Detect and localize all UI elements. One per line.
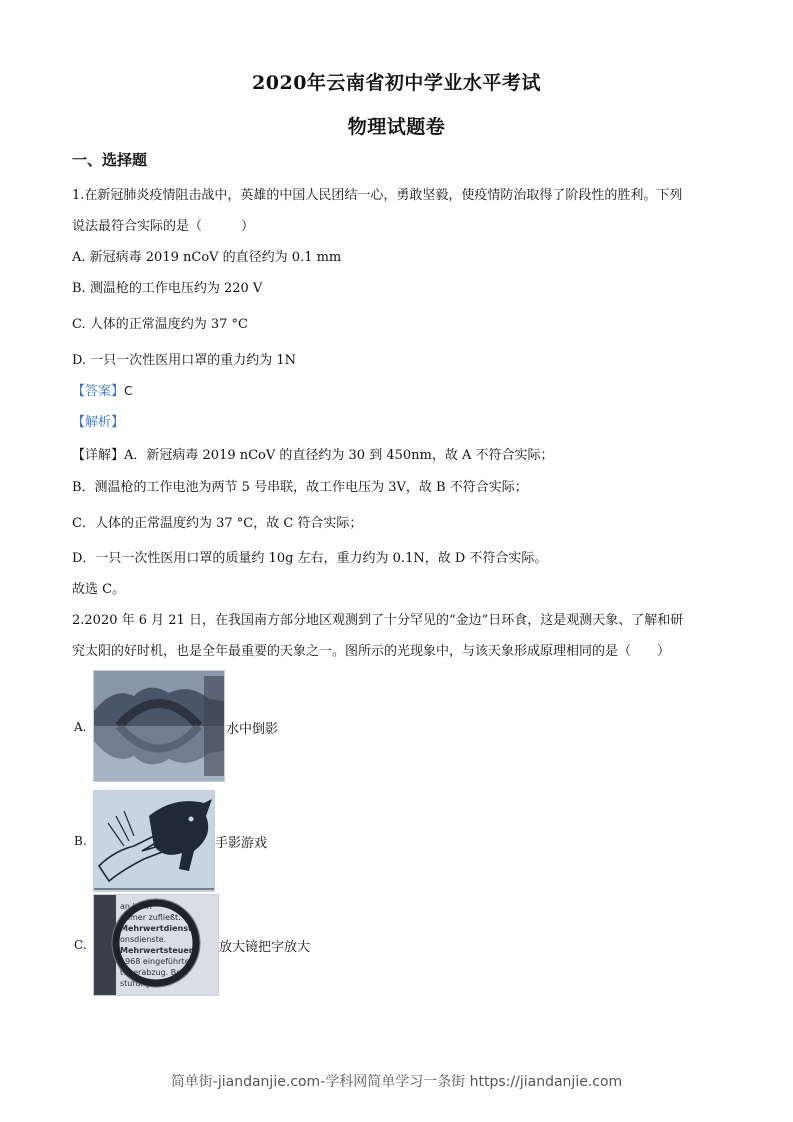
answer-tag: 【答案】 <box>72 384 125 399</box>
page-footer: 简单街-jiandanjie.com-学科网简单学习一条街 https://jiandanjie.com <box>170 1074 623 1090</box>
magnifier-text-line: an Lohn <box>120 902 152 911</box>
magnifier-text-line: 1968 eingeführte <box>120 957 190 966</box>
q2-option-a-label: A. <box>74 720 87 734</box>
q1-answer-row <box>72 380 132 399</box>
q1-detail-a: 【详解】A．新冠病毒 2019 nCoV 的直径约为 30 到 450nm，故 A 不符合实际； <box>72 448 554 463</box>
hand-shadow-image <box>93 790 215 892</box>
q2-stem-line2: 究太阳的好时机，也是全年最重要的天象之一。图所示的光现象中，与该天象形成原理相同的是（ ） <box>72 644 671 659</box>
reflection-image <box>93 670 225 782</box>
q2-option-b-caption: 手影游戏 <box>215 836 268 851</box>
q1-analysis-row <box>72 411 124 430</box>
q2-option-a-caption: 水中倒影 <box>226 722 279 737</box>
section-heading: 一、选择题 <box>72 151 148 169</box>
magnifier-text-line: Mehrwertsteuer <box>120 946 193 955</box>
q1-detail-d: D．一只一次性医用口罩的质量约 10g 左右，重力约为 0.1N，故 D 不符合实际。 <box>72 551 548 566</box>
q2-option-c-caption: 放大镜把字放大 <box>219 940 311 955</box>
magnifier-image <box>93 894 219 996</box>
magnifier-text-line: onsdienste. <box>120 935 167 944</box>
page-subtitle: 物理试题卷 <box>347 116 446 138</box>
q2-stem-line1: 2.2020 年 6 月 21 日，在我国南方部分地区观测到了十分罕见的“金边”日环食，这是观测天象、了解和研 <box>72 613 684 628</box>
q1-option-d: D. 一只一次性医用口罩的重力约为 1N <box>72 353 297 368</box>
analysis-tag: 【解析】 <box>72 415 125 430</box>
page-title: 2020年云南省初中学业水平考试 <box>252 72 541 94</box>
magnifier-text-line: Mehrwertdienst <box>120 924 192 933</box>
magnifier-text-line: teuerabzug. Bei <box>120 968 184 977</box>
magnifier-text-line: ehmer zufließt. <box>120 913 181 922</box>
q1-detail-b: B．测温枪的工作电池为两节 5 号串联，故工作电压为 3V，故 B 不符合实际； <box>72 480 528 495</box>
q1-detail-c: C．人体的正常温度约为 37 °C，故 C 符合实际； <box>72 516 363 531</box>
q1-option-b: B. 测温枪的工作电压约为 220 V <box>72 281 263 296</box>
q1-option-a: A. 新冠病毒 2019 nCoV 的直径约为 0.1 mm <box>72 250 342 265</box>
magnifier-text-line: stufung de <box>120 979 163 988</box>
q1-option-c: C. 人体的正常温度约为 37 °C <box>72 317 249 332</box>
answer-value: C <box>124 384 133 398</box>
q1-detail-conclusion: 故选 C。 <box>72 582 126 597</box>
q2-option-b-label: B. <box>74 834 87 848</box>
q1-stem-line2: 说法最符合实际的是（ ） <box>72 219 255 234</box>
q1-stem-line1: 1.在新冠肺炎疫情阻击战中，英雄的中国人民团结一心，勇敢坚毅，使疫情防治取得了阶段性的胜利。下列 <box>72 188 683 203</box>
q2-option-c-label: C. <box>74 938 87 952</box>
